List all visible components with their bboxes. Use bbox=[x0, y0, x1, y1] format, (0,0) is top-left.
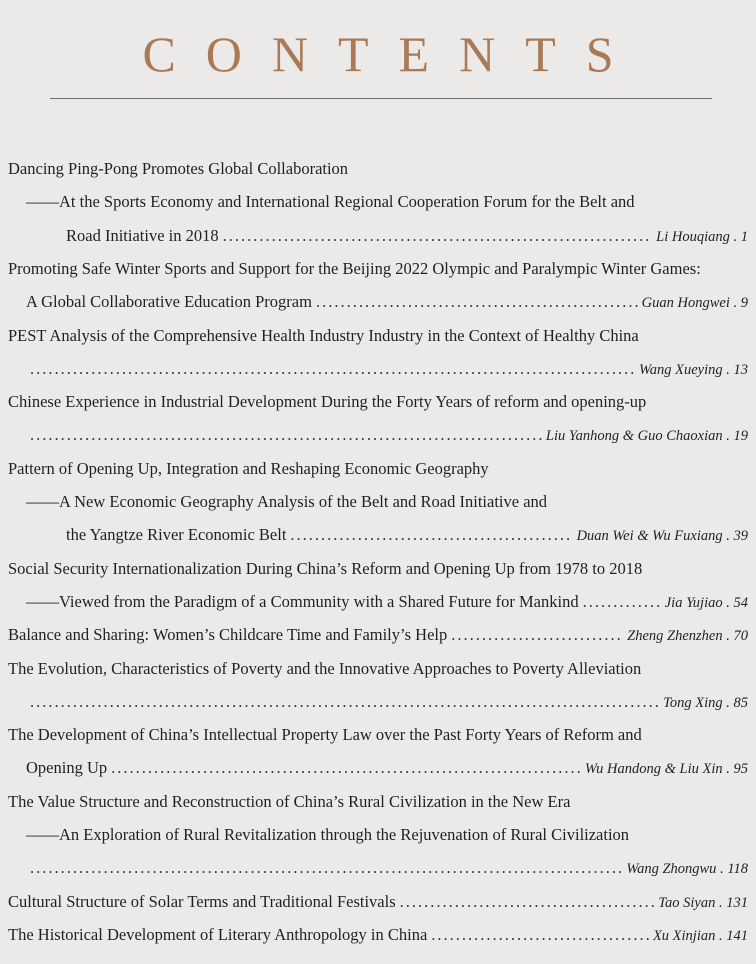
toc-entry-line: Pattern of Opening Up, Integration and Reshaping Economic Geography bbox=[8, 458, 489, 478]
toc-entry-title: Road Initiative in 2018 bbox=[66, 225, 219, 245]
dot-leader bbox=[400, 889, 655, 915]
toc-entry-leader-line[interactable] bbox=[26, 289, 748, 315]
dot-leader bbox=[30, 689, 659, 715]
toc-entry-line: ——An Exploration of Rural Revitalization through the Rejuvenation of Rural Civilization bbox=[26, 825, 630, 844]
toc-entry-title: Cultural Structure of Solar Terms and Traditional Festivals bbox=[8, 891, 396, 911]
toc-entry-author: Zheng Zhenzhen bbox=[627, 628, 723, 645]
toc-entry-page: 70 bbox=[733, 628, 748, 645]
toc-entry-line: Dancing Ping-Pong Promotes Global Collaboration bbox=[8, 159, 349, 178]
toc-entry-title: The Historical Development of Literary Anthropology in China bbox=[8, 924, 428, 944]
page-separator: . bbox=[722, 428, 734, 445]
toc-entry-line: Promoting Safe Winter Sports and Support for the Beijing 2022 Olympic and Paralympic Winter Games: bbox=[8, 258, 701, 278]
toc-entry-leader-line[interactable] bbox=[8, 622, 748, 648]
toc-entry-leader-line[interactable] bbox=[26, 755, 748, 781]
title-divider bbox=[50, 98, 712, 99]
toc-entry-author: Duan Wei & Wu Fuxiang bbox=[576, 528, 723, 545]
page-title: CONTENTS bbox=[142, 26, 644, 82]
toc-entry-line: PEST Analysis of the Comprehensive Health Industry Industry in the Context of Healthy China bbox=[8, 325, 639, 345]
toc-entry-author: Wu Handong & Liu Xin bbox=[584, 761, 723, 778]
dot-leader bbox=[451, 622, 623, 648]
toc-entry-author: Tao Siyan bbox=[658, 894, 716, 911]
dot-leader bbox=[316, 289, 638, 315]
toc-entry-line: ——At the Sports Economy and International Regional Cooperation Forum for the Belt and bbox=[26, 192, 635, 212]
toc-entry-title: A Global Collaborative Education Program bbox=[26, 292, 312, 312]
toc-entry-page: 1 bbox=[740, 228, 748, 245]
toc-entry-leader-line[interactable] bbox=[26, 422, 748, 448]
toc-entry-page: 118 bbox=[727, 861, 748, 878]
page-separator: . bbox=[722, 628, 734, 645]
toc-entry-line: The Development of China’s Intellectual Property Law over the Past Forty Years of Reform and bbox=[8, 725, 642, 745]
dot-leader bbox=[30, 422, 542, 448]
toc-entry-page: 54 bbox=[733, 594, 748, 611]
page-separator: . bbox=[722, 761, 734, 778]
toc-entry-page: 131 bbox=[726, 894, 748, 911]
toc-entry-leader-line[interactable] bbox=[66, 223, 748, 249]
toc-entry-title: Balance and Sharing: Women’s Childcare Time and Family’s Help bbox=[8, 625, 448, 645]
toc-entry-title: ——Viewed from the Paradigm of a Community with a Shared Future for Mankind bbox=[26, 591, 579, 611]
toc-entry-leader-line[interactable] bbox=[26, 689, 748, 715]
dot-leader bbox=[583, 589, 661, 615]
dot-leader bbox=[431, 922, 649, 948]
dot-leader bbox=[30, 855, 622, 881]
page-separator: . bbox=[729, 295, 741, 312]
toc-entry-author: Tong Xing bbox=[663, 694, 723, 711]
page-separator: . bbox=[722, 361, 734, 378]
dot-leader bbox=[223, 223, 653, 249]
toc-entry-page: 141 bbox=[726, 927, 748, 944]
toc-entry-page: 19 bbox=[733, 428, 748, 445]
toc-entry-line: The Value Structure and Reconstruction of China’s Rural Civilization in the New Era bbox=[8, 791, 571, 811]
page-separator: . bbox=[715, 927, 727, 944]
toc-entry-page: 9 bbox=[740, 295, 748, 312]
toc-entry-author: Xu Xinjian bbox=[652, 927, 716, 944]
toc-entry-leader-line[interactable] bbox=[8, 889, 748, 915]
toc-entry-page: 85 bbox=[733, 694, 748, 711]
toc-entry-title: Opening Up bbox=[26, 758, 108, 778]
toc-entry-title: the Yangtze River Economic Belt bbox=[66, 525, 287, 545]
toc-entry-leader-line[interactable] bbox=[8, 922, 748, 948]
toc-entry-author: Wang Zhongwu bbox=[626, 861, 717, 878]
page-separator: . bbox=[722, 594, 734, 611]
toc-entry-line: Social Security Internationalization During China’s Reform and Opening Up from 1978 to 2018 bbox=[8, 558, 643, 578]
toc-entry-leader-line[interactable] bbox=[26, 855, 748, 881]
page-separator: . bbox=[729, 228, 741, 245]
page-separator: . bbox=[715, 894, 727, 911]
toc-entry-page: 39 bbox=[733, 528, 748, 545]
toc-entry-leader-line[interactable] bbox=[66, 522, 748, 548]
toc-entry-leader-line[interactable] bbox=[26, 356, 748, 382]
page-separator: . bbox=[722, 694, 734, 711]
page-separator: . bbox=[722, 528, 734, 545]
toc-entry-page: 13 bbox=[733, 361, 748, 378]
toc-entry-author: Jia Yujiao bbox=[664, 594, 723, 611]
dot-leader bbox=[111, 755, 581, 781]
toc-entry-line: Chinese Experience in Industrial Development During the Forty Years of reform and opening-up bbox=[8, 392, 647, 412]
dot-leader bbox=[290, 522, 572, 548]
toc-entry-author: Li Houqiang bbox=[656, 228, 730, 245]
toc-entry-page: 95 bbox=[733, 761, 748, 778]
toc-entry-author: Liu Yanhong & Guo Chaoxian bbox=[545, 428, 723, 445]
page-separator: . bbox=[716, 861, 728, 878]
toc-entry-leader-line[interactable] bbox=[26, 589, 748, 615]
dot-leader bbox=[30, 356, 635, 382]
toc-entry-author: Wang Xueying bbox=[638, 361, 723, 378]
toc-entry-line: The Evolution, Characteristics of Poverty and the Innovative Approaches to Poverty Alleviation bbox=[8, 658, 642, 678]
toc-entry-line: ——A New Economic Geography Analysis of the Belt and Road Initiative and bbox=[26, 492, 548, 511]
toc-entry-author: Guan Hongwei bbox=[641, 295, 730, 312]
